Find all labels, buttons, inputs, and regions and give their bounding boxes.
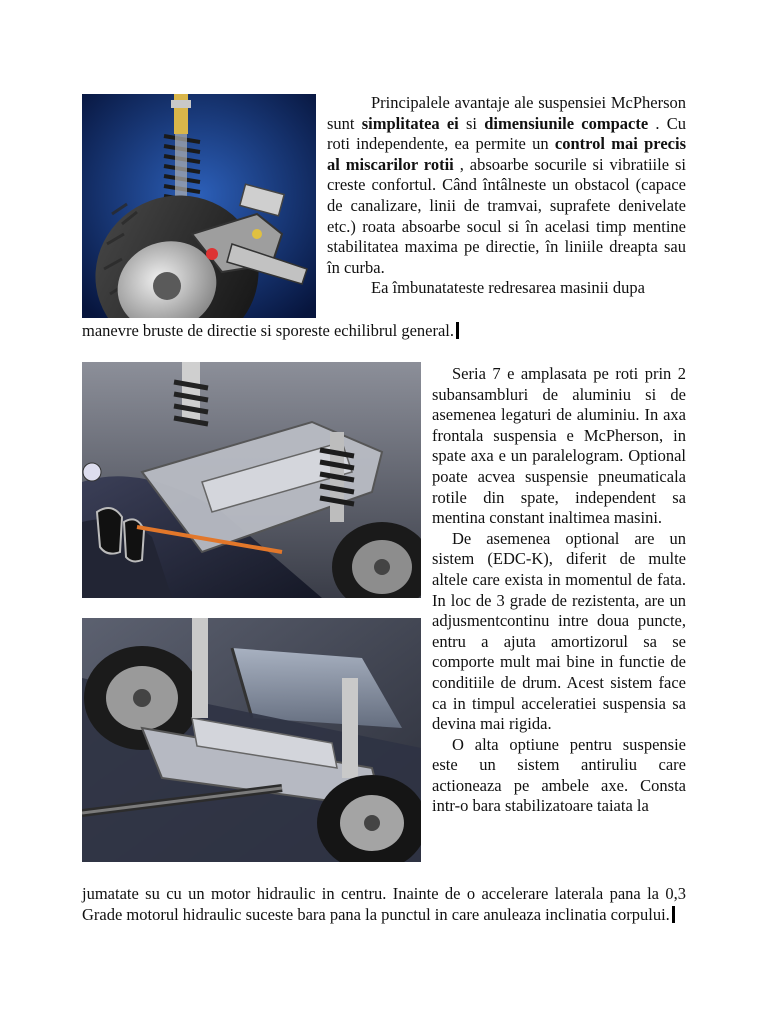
series7-column [432,364,686,817]
rear-axle-cutaway-illustration-icon [82,618,421,862]
rear-axle-figure [82,618,421,862]
text-cursor-mark-2 [672,906,675,923]
front-axle-cutaway-illustration-icon [82,362,421,598]
intro-bold-compact: dimensiunile compacte [484,113,649,133]
intro-bold-control: control mai precis al miscarilor rotii [327,134,686,174]
antiroll-closing-text: jumatate su cu un motor hidraulic in centru. Inainte de o accelerare laterala pana la 0,3 Grade motorul hidraulic suceste bara pana la punctul in care anuleaza inclinatia corpului. [82,884,686,924]
intro-closing-line [82,321,686,342]
intro-text-1: Principalele avantaje ale suspensiei McPherson sunt [327,93,686,133]
edck-paragraph: De asemenea optional are un sistem (EDC-K), diferit de multe altele care exista in momentul de fata. In loc de 3 grade de rezistenta, are un adjusmentcontinu intre doua puncte, entru a ajuta amortizorul sa se comporte mult mai bine in functie de conditiile de drum. Acest sistem face ca in timpul acceleratiei suspensia sa devina mai rigida. [432,528,686,734]
intro-bold-simplicity: simplitatea ei [361,113,459,133]
intro-closing-text: manevre bruste de directie si sporeste echilibrul general. [82,321,455,340]
intro-paragraph [327,93,686,299]
intro-second-line: Ea îmbunatateste redresarea masinii dupa [371,278,645,298]
intro-text-4: , absoarbe socurile si vibratiile si creste confortul. Când întâlneste un obstacol (capace de canalizare, linii de tramvai, suprafete denivelate etc.) roata absoarbe socul si în acelasi timp mentine stabilitatea maxima pe directie, în liniile dreapta sau în curba. [327,154,686,277]
antiroll-paragraph: O alta optiune pentru suspensie este un sistem antiruliu care actioneaza pe ambele axe. Consta intr-o bara stabilizatoare taiata la [432,734,686,816]
mcpherson-strut-illustration-icon [82,94,316,318]
series7-paragraph: Seria 7 e amplasata pe roti prin 2 subansambluri de aluminiu si de asemenea legaturi de aluminiu. In axa frontala suspensia e McPherson, in spate axa e un paralelogram. Optional poate acvea suspensie pneumaticala rotile din spate, independent sa mentina constant inaltimea masini. [432,364,686,528]
mcpherson-strut-figure [82,94,316,318]
intro-text-2: si [458,113,485,133]
antiroll-closing [82,884,686,925]
front-axle-figure [82,362,421,598]
intro-text-3: . Cu roti independente, ea permite un [327,113,686,154]
text-cursor-mark [456,322,459,339]
